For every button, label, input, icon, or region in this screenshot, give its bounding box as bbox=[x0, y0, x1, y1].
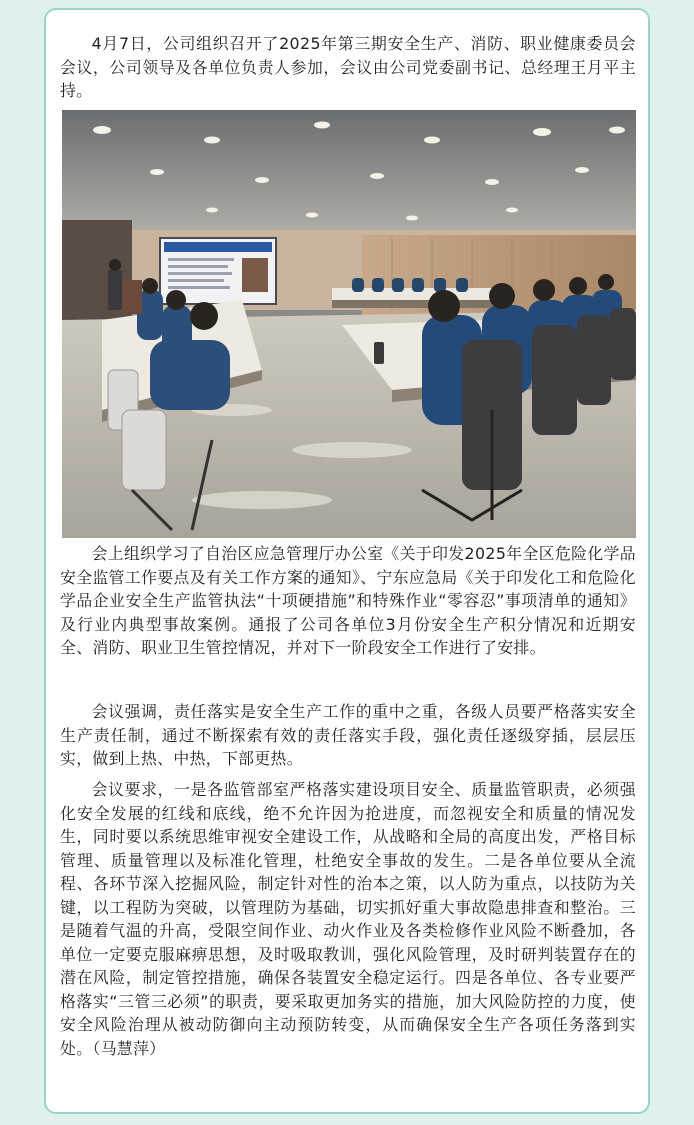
article-paragraph-intro: 4月7日，公司组织召开了2025年第三期安全生产、消防、职业健康委员会会议，公司领导及各单位负责人参加，会议由公司党委副书记、总经理王月平主持。 bbox=[60, 34, 636, 100]
article-card bbox=[44, 8, 650, 1114]
article-paragraph-requirements: 会议要求，一是各监管部室严格落实建设项目安全、质量监管职责，必须强化安全发展的红线和底线，绝不允许因为抢进度，而忽视安全和质量的情况发生，同时要以系统思维审视安全建设工作，从战略和全局的高度出发，严格目标管理、质量管理以及标准化管理，杜绝安全事故的发生。二是各单位要从全流程、各环节深入挖掘风险，制定针对性的治本之策，以人防为重点，以技防为关键，以工程防为突破，以管理防为基础，切实抓好重大事故隐患排查和整治。三是随着气温的升高，受限空间作业、动火作业及各类检修作业风险不断叠加，各单位一定要克服麻痹思想，及时吸取教训，强化风险管理，及时研判装置存在的潜在风险，制定管控措施，确保各装置安全稳定运行。四是各单位、各专业要严格落实“三管三必须”的职责，要采取更加务实的措施，加大风险防控的力度，使安全风险治理从被动防御向主动预防转变，从而确保安全生产各项任务落到实处。（马慧萍） bbox=[60, 780, 636, 1058]
meeting-photo bbox=[62, 110, 636, 538]
article-paragraph-emphasis: 会议强调，责任落实是安全生产工作的重中之重，各级人员要严格落实安全生产责任制，通过不断探索有效的责任落实手段，强化责任逐级穿插，层层压实，做到上热、中热，下部更热。 bbox=[60, 702, 636, 768]
article-paragraph-study: 会上组织学习了自治区应急管理厅办公室《关于印发2025年全区危险化学品安全监管工作要点及有关工作方案的通知》、宁东应急局《关于印发化工和危险化学品企业安全生产监管执法“十项硬措施”和特殊作业“零容忍”事项清单的通知》及行业内典型事故案例。通报了公司各单位3月份安全生产积分情况和近期安全、消防、职业卫生管控情况，并对下一阶段安全工作进行了安排。 bbox=[60, 544, 636, 657]
